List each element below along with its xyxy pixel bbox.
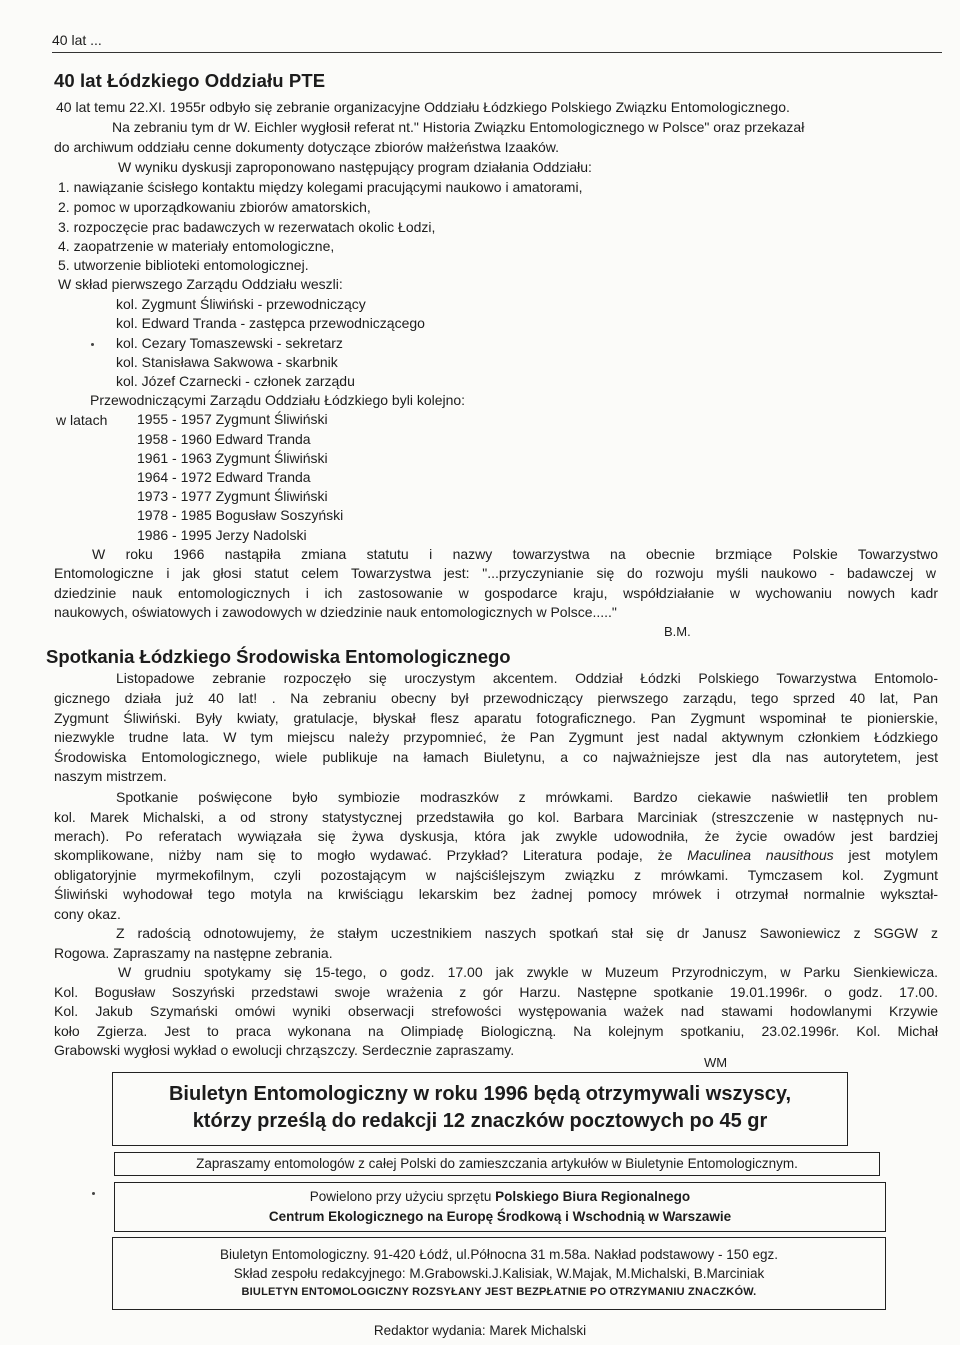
species-name: Maculinea nausithous — [687, 847, 834, 863]
paragraph-line: Kol. Bogusław Soszyński przedstawi swoje wrażenia z gór Harzu. Następne spotkanie 19.01.1996r. o godz. 17.00. — [54, 984, 938, 1000]
paragraph-line: niezwykle trudne lata. W tym miejscu należy przypomnieć, że Pan Zygmunt jest nadal aktywnym członkiem Łódzkiego — [54, 729, 938, 745]
paragraph-line: Listopadowe zebranie rozpoczęło się uroczystym akcentem. Oddział Łódzki Polskiego Towarzystwa Entomolo- — [116, 670, 938, 686]
imprint-box — [112, 1237, 886, 1310]
editor-footer: Redaktor wydania: Marek Michalski — [373, 1323, 587, 1338]
program-item: 1. nawiązanie ścisłego kontaktu między kolegami pracującymi naukowo i amatorami, — [58, 179, 583, 195]
board-member: kol. Zygmunt Śliwiński - przewodniczący — [116, 296, 366, 312]
bullet-icon — [92, 1192, 95, 1195]
chairs-prefix: w latach — [56, 412, 108, 428]
paragraph-line: Z radością odnotowujemy, że stałym uczestnikiem naszych spotkań stał się dr Janusz Sawoniewicz z SGGW z — [116, 925, 938, 941]
article-2-title: Spotkania Łódzkiego Środowiska Entomologicznego — [46, 646, 511, 667]
paragraph-text: jest motylem — [833, 847, 939, 863]
closing-line: dziedzinie nauk entomologicznych i ich zastosowanie w gospodarce kraju, współdziałanie w wychowaniu nowych kadr — [54, 585, 938, 601]
board-member: kol. Stanisława Sakwowa - skarbnik — [116, 354, 338, 370]
paragraph-line: Grabowski wygłosi wykład o ewolucji chrząszczy. Serdecznie zapraszamy. — [54, 1042, 515, 1058]
notice-line: którzy prześlą do redakcji 12 znaczków pocztowych po 45 gr — [192, 1110, 768, 1132]
paragraph-line: Zygmunt Śliwiński. Były kwiaty, gratulacje, błyskał flesz aparatu fotograficznego. Pan Zygmunt wspominał te pionierskie, — [54, 710, 938, 726]
intro-line: do archiwum oddziału cenne dokumenty dotyczące zbiorów małżeństwa Izaaków. — [54, 139, 560, 155]
chair-entry: 1958 - 1960 Edward Tranda — [137, 431, 311, 447]
paragraph-line: kol. Marek Michalski, a od strony statystycznej przedstawiła go kol. Barbara Marciniak (streszczenie w następnych nu- — [54, 809, 938, 825]
printed-box — [114, 1182, 886, 1232]
invite-box — [114, 1152, 880, 1176]
closing-line: naukowych, oświatowych i zawodowych w dziedzinie nauk entomologicznych w Polsce....." — [54, 604, 617, 620]
imprint-line: Skład zespołu redakcyjnego: M.Grabowski.J.Kalisiak, W.Majak, M.Michalski, B.Marciniak — [233, 1266, 765, 1281]
printed-org: Polskiego Biura Regionalnego — [495, 1189, 691, 1204]
imprint-line: BIULETYN ENTOMOLOGICZNY ROZSYŁANY JEST BEZPŁATNIE PO OTRZYMANIU ZNACZKÓW. — [241, 1286, 757, 1298]
closing-line: Entomologiczne i jak głosi statut celem Towarzystwa jest: "...przyczynianie się do rozwoju myśli naukowo - badawczej w — [54, 565, 936, 581]
running-title: 40 lat ... — [52, 32, 102, 48]
paragraph-line: cony okaz. — [54, 906, 121, 922]
program-item: 2. pomoc w uporządkowaniu zbiorów amatorskich, — [58, 199, 371, 215]
program-item: 3. rozpoczęcie prac badawczych w rezerwatach okolic Łodzi, — [58, 219, 436, 235]
board-member: kol. Józef Czarnecki - członek zarządu — [116, 373, 355, 389]
paragraph-text: skomplikowane, niżby nam się to mogło wydawać. Przykład? Literatura podaje, że — [54, 847, 688, 863]
paragraph-line: Spotkanie poświęcone było symbiozie modraszków z mrówkami. Bardzo ciekawie naświetlił ten problem — [116, 789, 938, 805]
chair-entry: 1955 - 1957 Zygmunt Śliwiński — [137, 411, 328, 427]
board-intro: W skład pierwszego Zarządu Oddziału weszli: — [58, 276, 343, 292]
paragraph-line: Środowiska Entomologicznego, wiele publikuje na łamach Biuletynu, a co najważniejsze jest dla nas autorytetem, jest — [54, 749, 938, 765]
paragraph-line: Kol. Jakub Szymański omówi wyniki obserwacji strefowości występowania ważek nad stawami hodowlanymi Krzywie — [54, 1003, 938, 1019]
board-member: kol. Cezary Tomaszewski - sekretarz — [116, 335, 343, 351]
program-item: 5. utworzenie biblioteki entomologicznej. — [58, 257, 309, 273]
chair-entry: 1986 - 1995 Jerzy Nadolski — [137, 527, 307, 543]
intro-line: W wyniku dyskusji zaproponowano następujący program działania Oddziału: — [118, 159, 592, 175]
running-header — [52, 32, 942, 53]
paragraph-line: koło Zgierza. Jest to praca wykonana na Olimpiadę Biologiczną. Na kolejnym spotkaniu, 23.02.1996r. Kol. Michał — [54, 1023, 938, 1039]
imprint-line: Biuletyn Entomologiczny. 91-420 Łódź, ul.Północna 31 m.58a. Nakład podstawowy - 150 egz. — [219, 1247, 779, 1262]
board-member: kol. Edward Tranda - zastępca przewodniczącego — [116, 315, 425, 331]
notice-line: Biuletyn Entomologiczny w roku 1996 będą otrzymywali wszyscy, — [168, 1083, 792, 1105]
printed-prefix: Powielono przy użyciu sprzętu — [309, 1189, 496, 1204]
paragraph-line: Śliwiński wyhodował tego motyla na krwiściągu lekarskim bez żadnej pomocy mrówek i otrzymał normalnie wykształ- — [54, 886, 938, 902]
paragraph-line: naszym mistrzem. — [54, 768, 167, 784]
intro-line: Na zebraniu tym dr W. Eichler wygłosił referat nt." Historia Związku Entomologicznego w Polsce" oraz przekazał — [112, 119, 805, 135]
notice-box — [112, 1072, 848, 1146]
paragraph-line: obligatoryjnie myrmekofilnym, czyli pozostającym w najściślejszym związku z mrówkami. Tymczasem kol. Zygmunt — [54, 867, 938, 883]
chairs-intro: Przewodniczącymi Zarządu Oddziału Łódzkiego byli kolejno: — [90, 392, 466, 408]
paragraph-line — [54, 846, 938, 864]
invite-text: Zapraszamy entomologów z całej Polski do zamieszczania artykułów w Biuletynie Entomologicznym. — [196, 1156, 798, 1171]
paragraph-line: W grudniu spotykamy się 15-tego, o godz. 17.00 jak zwykle w Muzeum Przyrodniczym, w Parku Sienkiewicza. — [118, 964, 938, 980]
chair-entry: 1964 - 1972 Edward Tranda — [137, 469, 311, 485]
chair-entry: 1961 - 1963 Zygmunt Śliwiński — [137, 450, 328, 466]
article-2-signature: WM — [704, 1055, 728, 1070]
paragraph-line: merach). Po referatach wywiązała się żywa dyskusja, która jak zwykle udowodniła, że życie owadów jest bardziej — [54, 828, 938, 844]
paragraph-line: gicznego działa już 40 lat! . Na zebraniu obecny był przewodniczący pierwszego zarządu, tego sprzed 40 lat, Pan — [54, 690, 938, 706]
paragraph-line: Rogowa. Zapraszamy na następne zebrania. — [54, 945, 333, 961]
printed-org: Centrum Ekologicznego na Europę Środkową i Wschodnią w Warszawie — [268, 1209, 732, 1224]
bullet-icon — [91, 343, 94, 346]
intro-line: 40 lat temu 22.XI. 1955r odbyło się zebranie organizacyjne Oddziału Łódzkiego Polskiego Związku Entomologicznego. — [56, 99, 790, 115]
chair-entry: 1978 - 1985 Bogusław Soszyński — [137, 507, 344, 523]
chair-entry: 1973 - 1977 Zygmunt Śliwiński — [137, 488, 328, 504]
article-1-title: 40 lat Łódzkiego Oddziału PTE — [54, 70, 326, 91]
program-item: 4. zaopatrzenie w materiały entomologiczne, — [58, 238, 335, 254]
article-1-signature: B.M. — [664, 624, 691, 639]
closing-line: W roku 1966 nastąpiła zmiana statutu i nazwy towarzystwa na obecnie brzmiące Polskie Towarzystwo — [92, 546, 938, 562]
